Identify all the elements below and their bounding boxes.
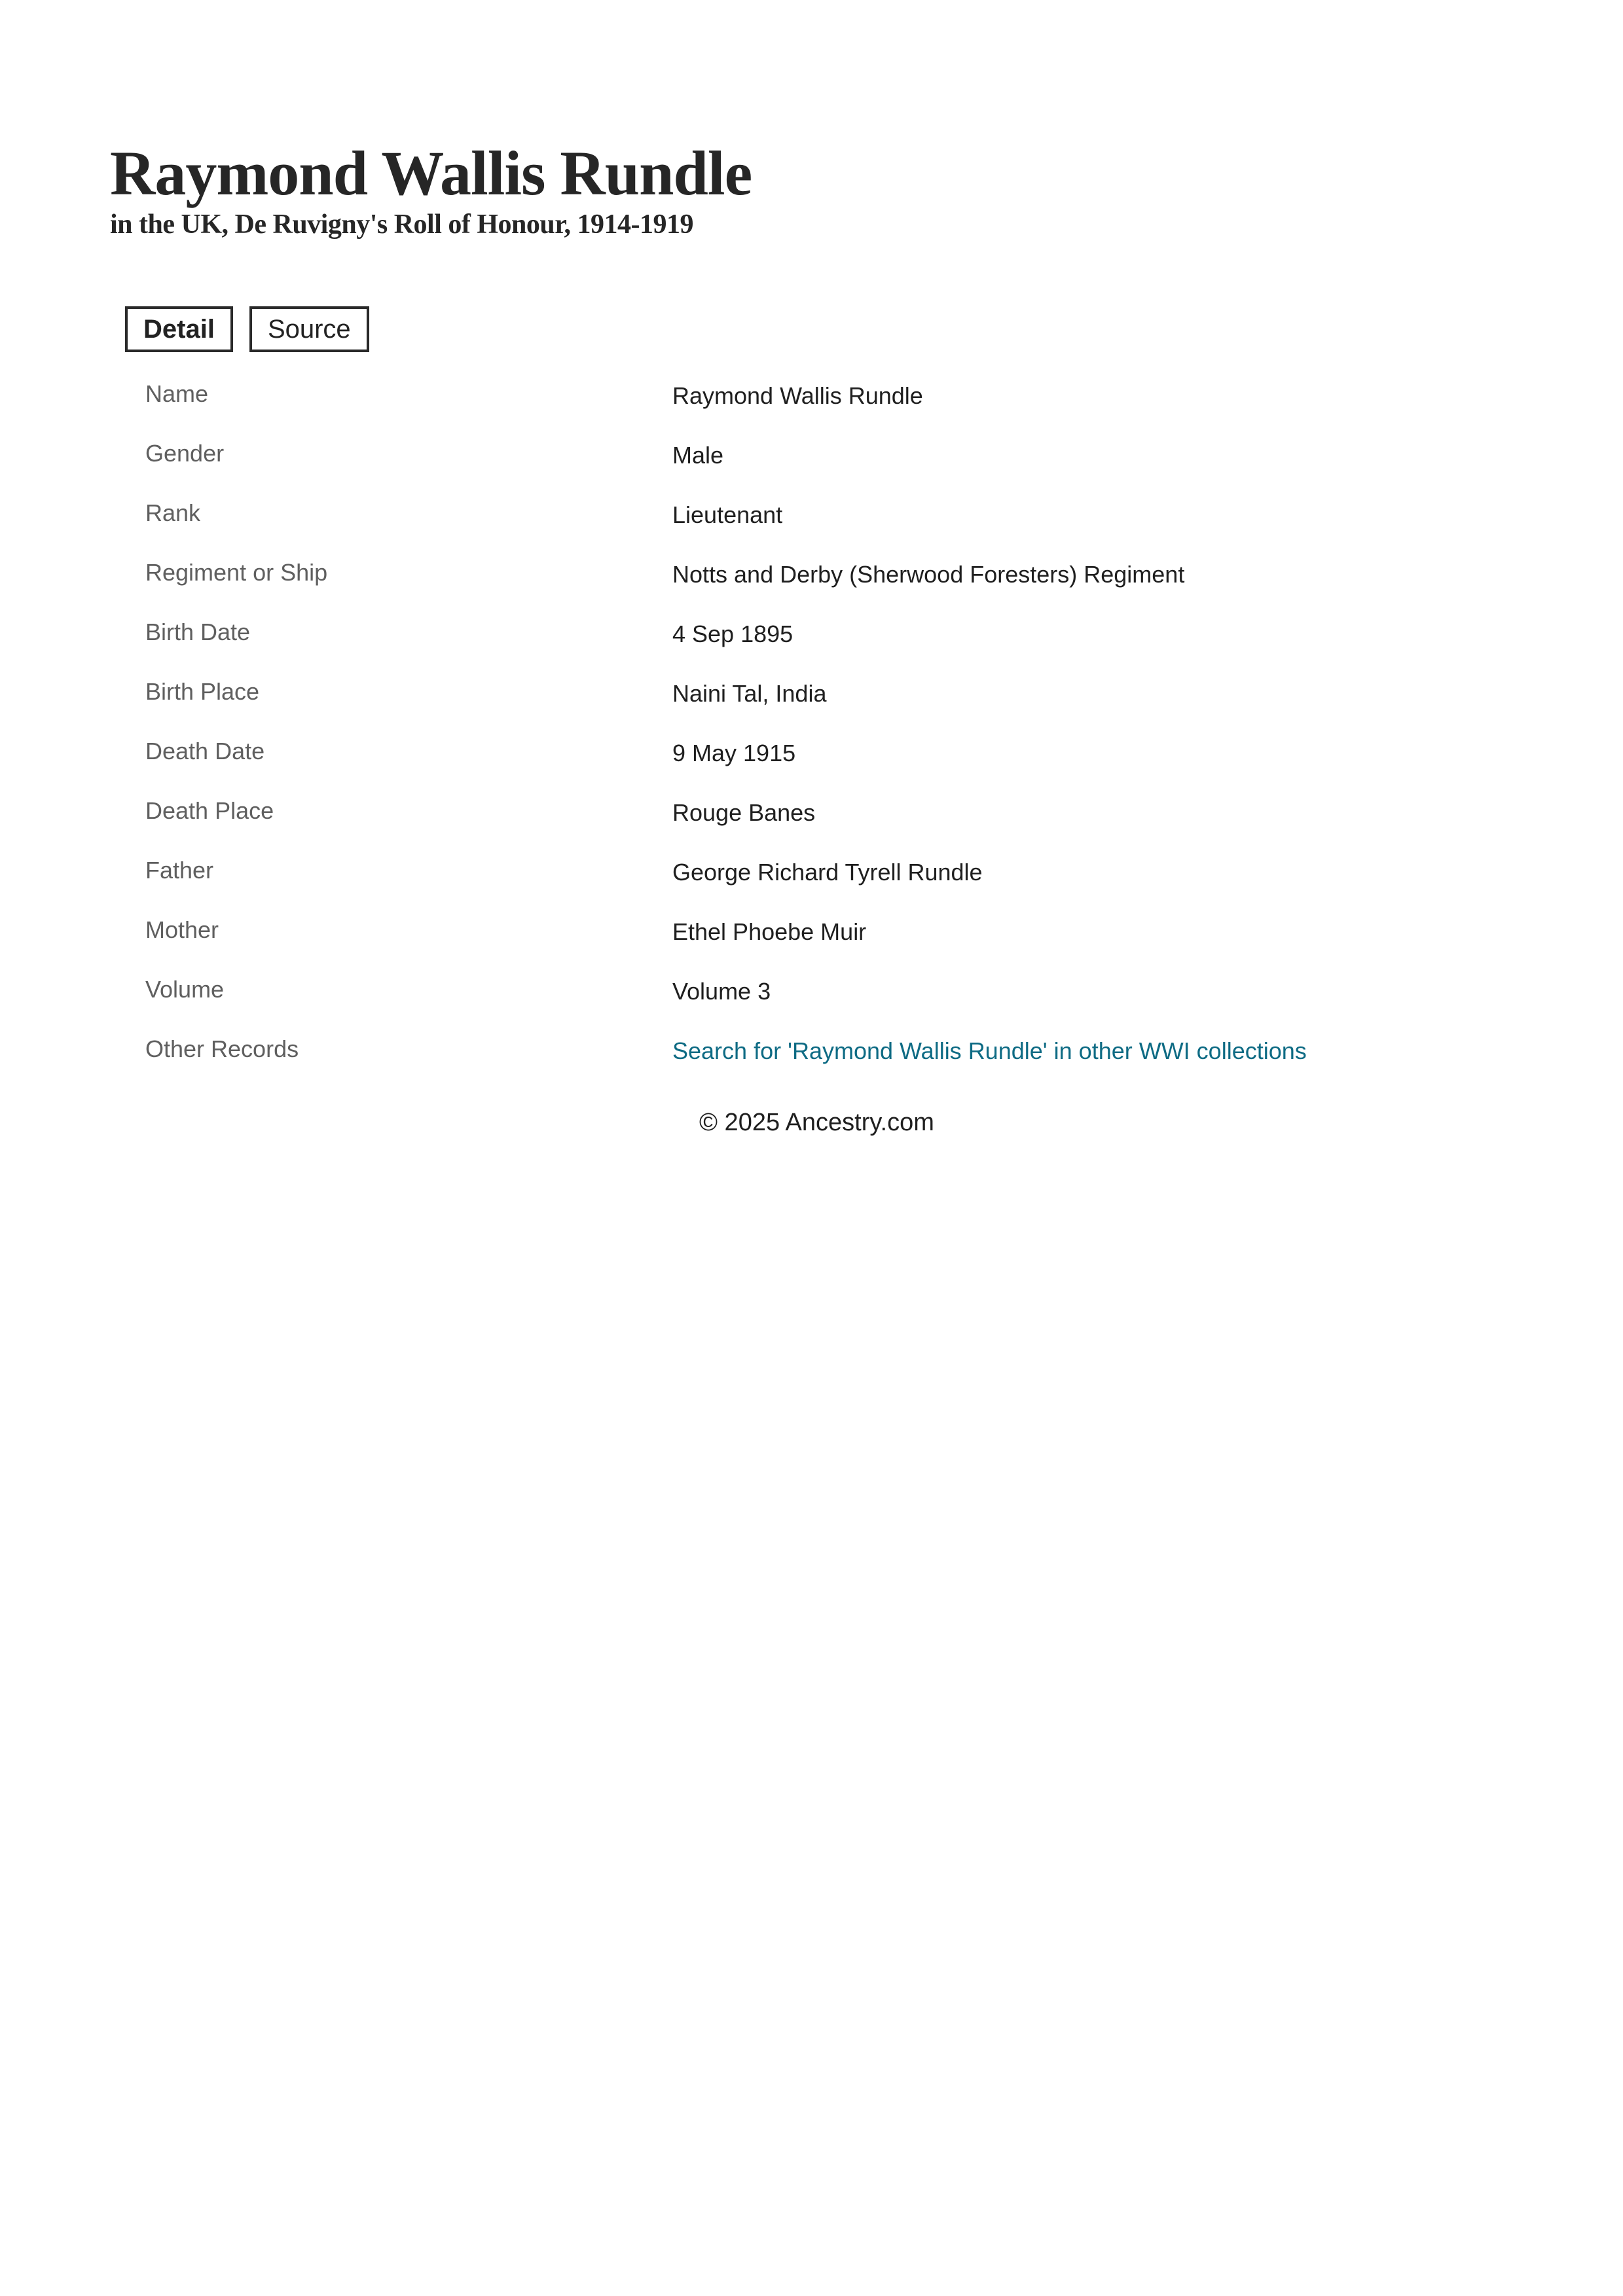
- row-death-place: [145, 795, 1520, 855]
- record-tabs: [125, 306, 369, 352]
- field-label-volume: Volume: [145, 976, 225, 1003]
- row-gender: [145, 438, 1520, 497]
- copyright-footer: © 2025 Ancestry.com: [699, 1109, 934, 1136]
- field-label-mother: Mother: [145, 916, 219, 943]
- field-value-gender: Male: [672, 442, 724, 469]
- field-label-death-date: Death Date: [145, 738, 265, 764]
- row-regiment: [145, 557, 1520, 617]
- row-other-records: [145, 1033, 1520, 1093]
- record-detail-table: [145, 378, 1520, 1093]
- field-label-name: Name: [145, 380, 209, 407]
- row-rank: [145, 497, 1520, 557]
- row-birth-place: [145, 676, 1520, 736]
- row-volume: [145, 974, 1520, 1033]
- field-value-birth-date: 4 Sep 1895: [672, 620, 793, 647]
- field-value-mother: Ethel Phoebe Muir: [672, 918, 867, 945]
- row-mother: [145, 914, 1520, 974]
- page-title: Raymond Wallis Rundle: [110, 138, 752, 208]
- tab-detail[interactable]: Detail: [125, 306, 233, 352]
- field-value-death-date: 9 May 1915: [672, 740, 796, 766]
- field-value-rank: Lieutenant: [672, 501, 783, 528]
- field-label-other-records: Other Records: [145, 1035, 299, 1062]
- tab-source[interactable]: Source: [249, 306, 369, 352]
- field-label-death-place: Death Place: [145, 797, 274, 824]
- field-value-death-place: Rouge Banes: [672, 799, 816, 826]
- row-birth-date: [145, 617, 1520, 676]
- field-label-birth-place: Birth Place: [145, 678, 260, 705]
- field-value-volume: Volume 3: [672, 978, 771, 1005]
- field-value-father: George Richard Tyrell Rundle: [672, 859, 983, 886]
- field-value-birth-place: Naini Tal, India: [672, 680, 827, 707]
- field-value-other-records: [672, 1033, 1307, 1067]
- field-label-gender: Gender: [145, 440, 225, 467]
- field-value-regiment: Notts and Derby (Sherwood Foresters) Regiment: [672, 561, 1185, 588]
- row-name: [145, 378, 1520, 438]
- row-death-date: [145, 736, 1520, 795]
- field-value-name: Raymond Wallis Rundle: [672, 382, 923, 409]
- field-label-birth-date: Birth Date: [145, 619, 251, 645]
- field-label-father: Father: [145, 857, 214, 884]
- row-father: [145, 855, 1520, 914]
- record-header: [110, 134, 752, 242]
- collection-subtitle: in the UK, De Ruvigny's Roll of Honour, 1914-1919: [110, 209, 694, 240]
- field-label-rank: Rank: [145, 499, 201, 526]
- other-wwi-collections-link[interactable]: Search for 'Raymond Wallis Rundle' in other WWI collections: [672, 1037, 1307, 1064]
- field-label-regiment: Regiment or Ship: [145, 559, 328, 586]
